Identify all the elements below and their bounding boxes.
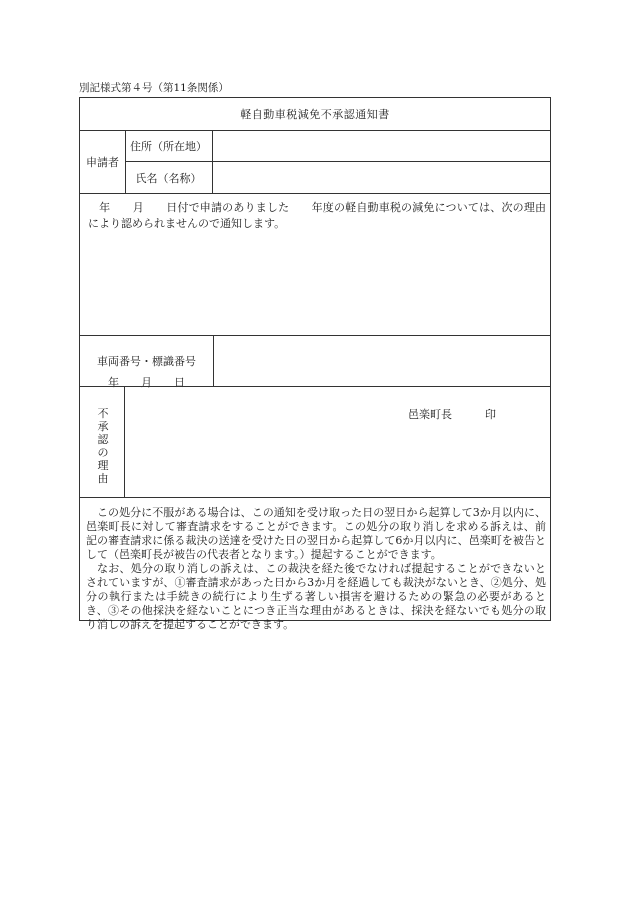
notice-body: 年 月 日付で申請のありました 年度の軽自動車税の減免については、次の理由により認められませんので通知します。 — [88, 201, 546, 230]
form-number: 別記様式第４号（第11条関係） — [79, 82, 229, 94]
name-field[interactable] — [213, 162, 550, 194]
reason-section — [80, 387, 550, 498]
applicant-section — [80, 131, 550, 194]
address-label-text: 住所（所在地） — [130, 140, 207, 153]
name-label — [125, 162, 213, 194]
reason-label — [80, 387, 125, 497]
appeal-notice — [86, 506, 546, 632]
vehicle-section — [80, 336, 550, 387]
mayor-signature: 邑楽町長 印 — [408, 408, 496, 421]
notice-form — [79, 97, 551, 631]
notice-date: 年 月 日 — [108, 376, 185, 389]
address-label — [125, 131, 213, 162]
appeal-notice-section — [80, 498, 550, 631]
reason-label-text: 不承認の理由 — [97, 407, 109, 485]
form-title-text: 軽自動車税減免不承認通知書 — [240, 108, 390, 121]
appeal-paragraph-1: この処分に不服がある場合は、この通知を受け取った日の翌日から起算して3か月以内に、邑楽町長に対して審査請求をすることができます。この処分の取り消しを求める訴えは、前記の審査請求に係る裁決の送達を受けた日の翌日から起算して6か月以内に、邑楽町を被告として（邑楽町長が被告の代表者となります。）提起することができます。 — [86, 506, 546, 561]
applicant-heading-text: 申請者 — [86, 156, 119, 169]
address-field[interactable] — [213, 131, 550, 162]
name-label-text: 氏名（名称） — [135, 172, 202, 185]
reason-field[interactable] — [125, 387, 550, 497]
form-title — [80, 98, 550, 131]
vehicle-number-label-text: 車両番号・標識番号 — [97, 355, 196, 368]
applicant-heading — [80, 131, 126, 193]
vehicle-number-label — [80, 336, 214, 386]
vehicle-number-field[interactable] — [213, 336, 550, 386]
appeal-paragraph-2: なお、処分の取り消しの訴えは、この裁決を経た後でなければ提起することができないとされていますが、①審査請求があった日から3か月を経過しても裁決がないとき、②処分、処分の執行または手続きの続行により生ずる著しい損害を避けるための緊急の必要があるとき、③その他採決を経ないことにつき正当な理由があるときは、採決を経ないでも処分の取り消しの訴えを提起することができます。 — [86, 562, 546, 631]
